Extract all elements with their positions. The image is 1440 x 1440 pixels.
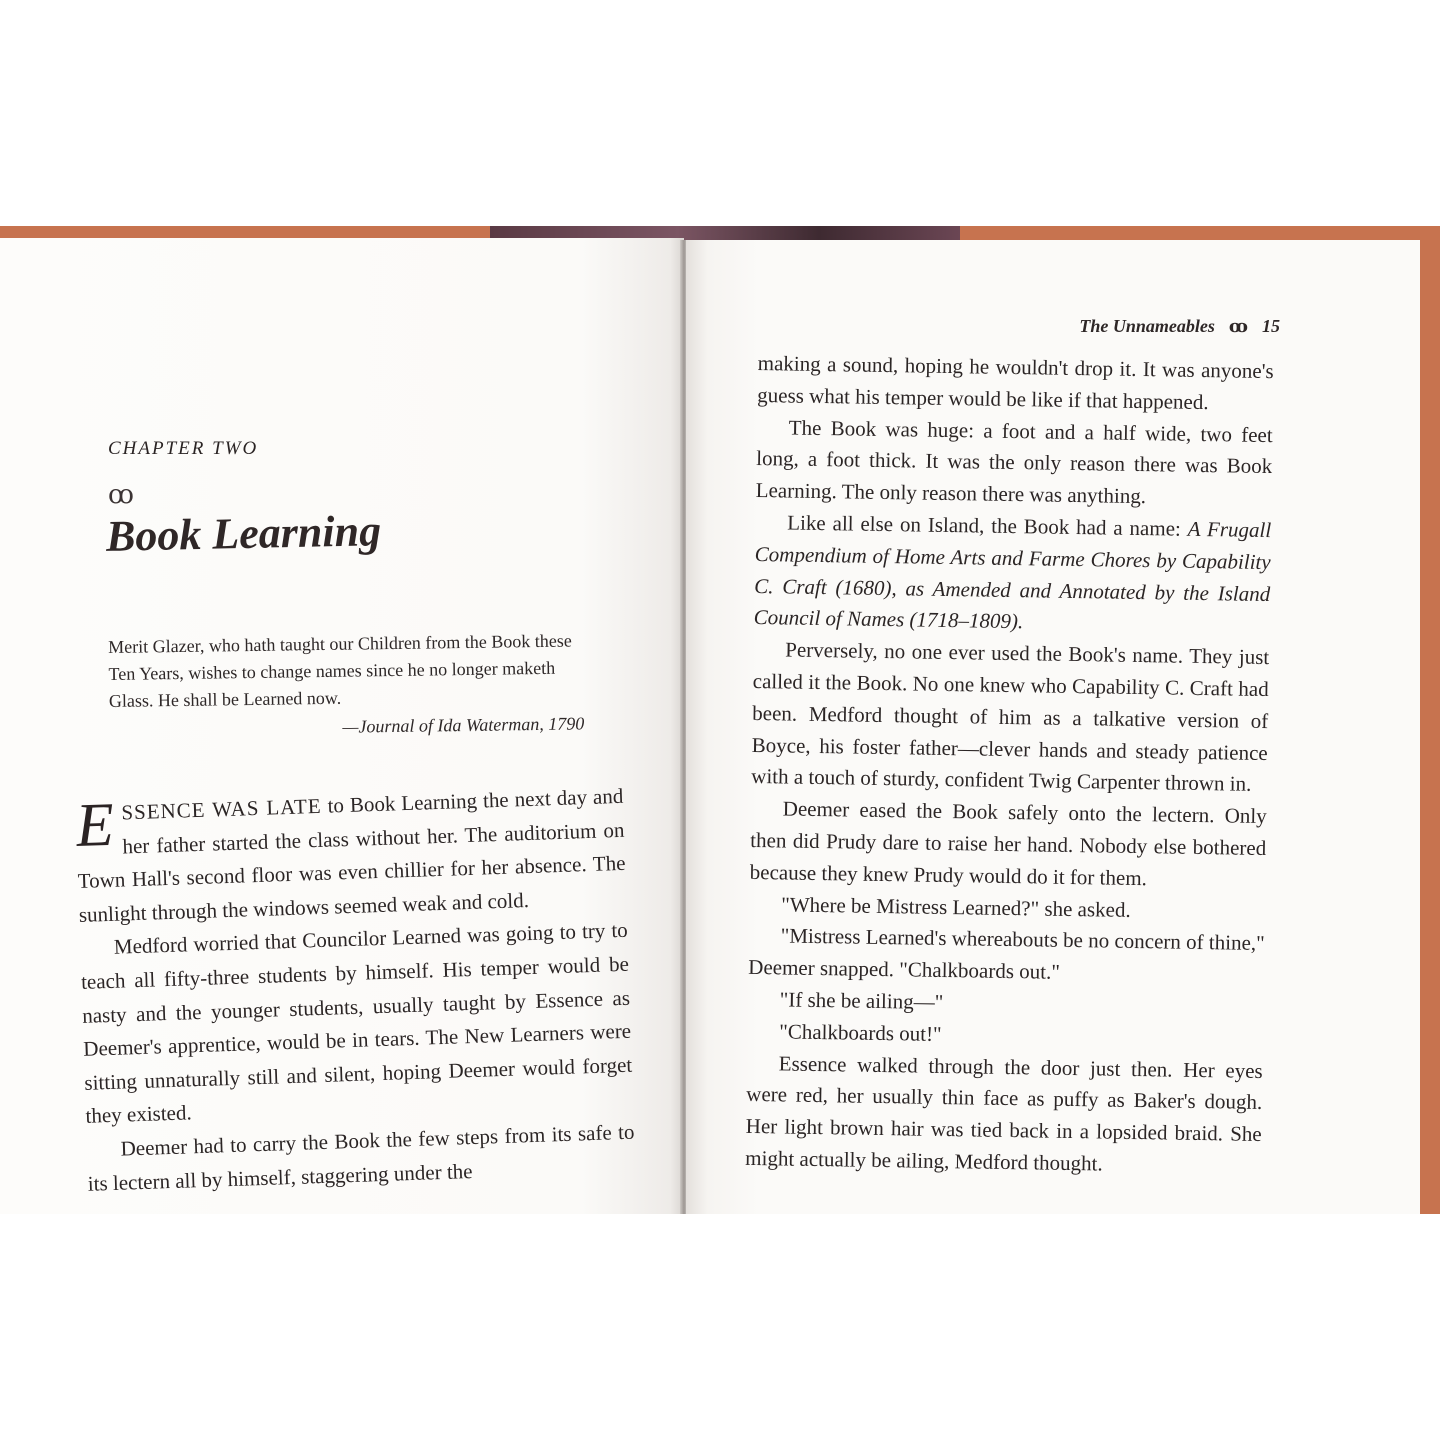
ornament-icon: ꝏ [108,480,134,509]
drop-cap: E [75,790,115,860]
chapter-label: CHAPTER TWO [108,438,259,459]
paragraph: "Mistress Learned's whereabouts be no concern of thine," Deemer snapped. "Chalkboards out." [748,923,1265,984]
paragraph [75,780,627,932]
paragraph: making a sound, hoping he wouldn't drop it. It was anyone's guess what his temper would be like if that happened. [757,350,1274,414]
paragraph: Medford worried that Councilor Learned was going to try to teach all fifty-three students by himself. His temper would be nasty and the younger students, usually taught by Essence as Deemer's apprentice, would be in tears. The New Learners were sitting unnaturally still and silent, hoping Deemer would forget they existed. [80,918,633,1129]
small-caps-lead: SSENCE WAS LATE [120,793,323,825]
paragraph: Deemer had to carry the Book the few steps from its safe to its lectern all by himself, staggering under the [87,1119,635,1196]
epigraph-text: Merit Glazer, who hath taught our Children from the Book these Ten Years, wishes to change names since he no longer maketh Glass. He shall be Learned now. [108,630,572,711]
page-number: 15 [1262,316,1280,336]
epigraph-attribution: —Journal of Ida Waterman, 1790 [342,713,585,737]
book-name: A Frugall Compendium of Home Arts and Farme Chores by Capability C. Craft (1680), as Amended and Annotated by the Island Council of Names (1718–1809). [753,516,1272,634]
chapter-title: Book Learning [105,506,382,561]
paragraph-text: to Book Learning the next day and her father started the class without her. The auditorium on Town Hall's second floor was even chillier for her absence. The sunlight through the windows seemed weak and cold. [77,783,626,927]
paragraph: Perversely, no one ever used the Book's name. They just called it the Book. No one knew who Capability C. Craft had been. Medford thought of him as a talkative version of Boyce, his foster father—clever hands and steady patience with a touch of sturdy, confident Twig Carpenter thrown in. [751,637,1270,797]
paragraph: The Book was huge: a foot and a half wide, two feet long, a foot thick. It was the only reason there was Book Learning. The only reason there was anything. [755,415,1273,509]
running-head-title: The Unnameables [1079,316,1215,336]
left-page [0,238,684,1214]
left-body-text [75,780,637,1214]
paragraph: Essence walked through the door just then. Her eyes were red, her usually thin face as puffy as Baker's dough. Her light brown hair was tied back in a lopsided braid. She might actually be ailing, Medford thought. [745,1050,1263,1176]
ornament-icon: ꝏ [1228,316,1248,336]
running-head [1079,316,1280,337]
right-body-text [744,348,1273,1214]
right-page [686,240,1420,1214]
paragraph: Deemer eased the Book safely onto the lectern. Only then did Prudy dare to raise her hand. Nobody else bothered because they knew Prudy would do it for them. [749,796,1267,890]
paragraph: "Chalkboards out!" [779,1019,942,1046]
paragraph [754,507,1272,642]
paragraph: "If she be ailing—" [779,987,944,1014]
paragraph: "Where be Mistress Learned?" she asked. [781,891,1131,922]
epigraph [108,627,584,744]
book-photo [0,226,1440,1214]
paragraph-text: Like all else on Island, the Book had a name: [787,510,1188,541]
